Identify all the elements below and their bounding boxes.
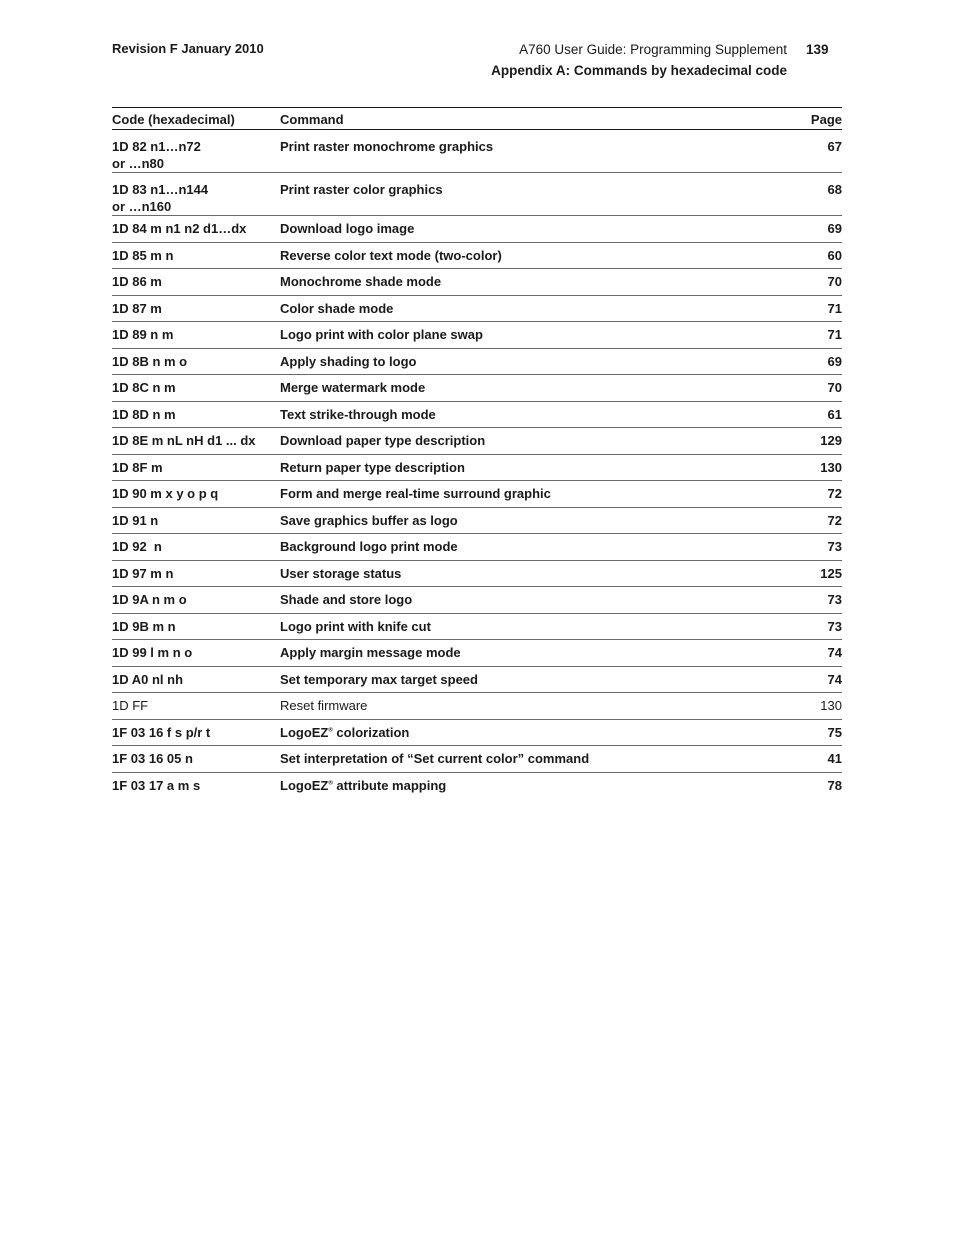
page-cell: 41 [782, 746, 842, 773]
page-cell: 73 [782, 613, 842, 640]
table-row [112, 507, 842, 534]
table-row [112, 640, 842, 667]
commands-table [112, 107, 842, 798]
command-cell: Print raster monochrome graphics [280, 130, 782, 173]
page-cell: 125 [782, 560, 842, 587]
code-cell: 1D 8D n m [112, 401, 280, 428]
command-cell: Background logo print mode [280, 534, 782, 561]
code-cell: 1D 97 m n [112, 560, 280, 587]
code-cell: 1D 87 m [112, 295, 280, 322]
page-cell: 72 [782, 507, 842, 534]
table-row [112, 454, 842, 481]
command-cell: LogoEZ® attribute mapping [280, 777, 447, 793]
command-cell: Apply shading to logo [280, 348, 782, 375]
command-cell: Download paper type description [280, 428, 782, 455]
table-row [112, 322, 842, 349]
page-cell: 69 [782, 216, 842, 243]
command-cell: Form and merge real-time surround graphic [280, 481, 782, 508]
page-cell: 67 [782, 130, 842, 173]
page-cell: 130 [782, 693, 842, 720]
code-cell: 1D 90 m x y o p q [112, 481, 280, 508]
code-cell: 1D 9A n m o [112, 587, 280, 614]
page-cell: 61 [782, 401, 842, 428]
code-cell: 1D 84 m n1 n2 d1…dx [112, 216, 280, 243]
table-row [112, 587, 842, 614]
column-header-page: Page [782, 108, 842, 130]
page-cell: 70 [782, 269, 842, 296]
table-row [112, 269, 842, 296]
code-cell: 1F 03 16 f s p/r t [112, 719, 280, 746]
command-cell: Save graphics buffer as logo [280, 507, 782, 534]
page-cell: 73 [782, 587, 842, 614]
command-cell: Color shade mode [280, 295, 782, 322]
code-cell: 1D 83 n1…n144 or …n160 [112, 173, 280, 216]
command-cell: Reverse color text mode (two-color) [280, 242, 782, 269]
page-cell: 68 [782, 173, 842, 216]
page-cell: 129 [782, 428, 842, 455]
table-row [112, 481, 842, 508]
code-cell: 1D 8B n m o [112, 348, 280, 375]
code-cell: 1D 8C n m [112, 375, 280, 402]
section-title: Appendix A: Commands by hexadecimal code [491, 63, 787, 78]
code-cell: 1D 91 n [112, 507, 280, 534]
command-cell: Reset firmware [280, 693, 782, 720]
table-row [112, 534, 842, 561]
code-cell: 1D 9B m n [112, 613, 280, 640]
code-cell: 1D 92 n [112, 534, 280, 561]
command-cell: Merge watermark mode [280, 375, 782, 402]
page-cell: 75 [782, 719, 842, 746]
table-row [112, 173, 842, 216]
page-cell: 69 [782, 348, 842, 375]
code-cell: 1D 89 n m [112, 322, 280, 349]
page-cell: 73 [782, 534, 842, 561]
registered-mark: ® [328, 727, 333, 734]
code-cell: 1F 03 17 a m s [112, 777, 201, 793]
page-cell: 71 [782, 322, 842, 349]
command-cell: LogoEZ® colorization [280, 719, 782, 746]
revision-label: Revision F January 2010 [112, 41, 264, 56]
command-cell: Text strike-through mode [280, 401, 782, 428]
table-row [112, 375, 842, 402]
page-cell: 130 [782, 454, 842, 481]
page-cell: 70 [782, 375, 842, 402]
table-row [112, 401, 842, 428]
code-cell: 1D 85 m n [112, 242, 280, 269]
table-row [112, 693, 842, 720]
command-cell: Shade and store logo [280, 587, 782, 614]
page-cell: 71 [782, 295, 842, 322]
code-cell: 1F 03 16 05 n [112, 746, 280, 773]
command-cell: User storage status [280, 560, 782, 587]
page-cell: 60 [782, 242, 842, 269]
table-row [112, 242, 842, 269]
table-row [112, 719, 842, 746]
running-header [491, 39, 787, 81]
table-row [112, 130, 842, 173]
code-cell: 1D FF [112, 693, 280, 720]
command-cell: Logo print with color plane swap [280, 322, 782, 349]
table-row [112, 746, 842, 773]
page-cell: 74 [782, 666, 842, 693]
table-row [112, 772, 842, 798]
table-row [112, 613, 842, 640]
column-header-command: Command [280, 108, 782, 130]
command-cell: Set temporary max target speed [280, 666, 782, 693]
table-row [112, 348, 842, 375]
registered-mark: ® [328, 780, 333, 787]
code-cell: 1D 86 m [112, 269, 280, 296]
code-cell: 1D 8E m nL nH d1 ... dx [112, 428, 280, 455]
code-cell: 1D 99 l m n o [112, 640, 280, 667]
command-cell: Set interpretation of “Set current color” command [280, 746, 782, 773]
page-number: 139 [806, 42, 829, 57]
page-cell: 78 [827, 777, 842, 793]
command-cell: Download logo image [280, 216, 782, 243]
command-cell: Apply margin message mode [280, 640, 782, 667]
command-cell: Monochrome shade mode [280, 269, 782, 296]
page-cell: 74 [782, 640, 842, 667]
command-cell: Return paper type description [280, 454, 782, 481]
table-row [112, 295, 842, 322]
table-row [112, 666, 842, 693]
page-cell: 72 [782, 481, 842, 508]
code-cell: 1D A0 nl nh [112, 666, 280, 693]
table-row [112, 428, 842, 455]
command-cell: Logo print with knife cut [280, 613, 782, 640]
guide-title: A760 User Guide: Programming Supplement [519, 42, 787, 57]
table-row [112, 560, 842, 587]
column-header-code: Code (hexadecimal) [112, 108, 280, 130]
code-cell: 1D 82 n1…n72 or …n80 [112, 130, 280, 173]
code-cell: 1D 8F m [112, 454, 280, 481]
table-header-row [112, 108, 842, 130]
command-cell: Print raster color graphics [280, 173, 782, 216]
table-row [112, 216, 842, 243]
